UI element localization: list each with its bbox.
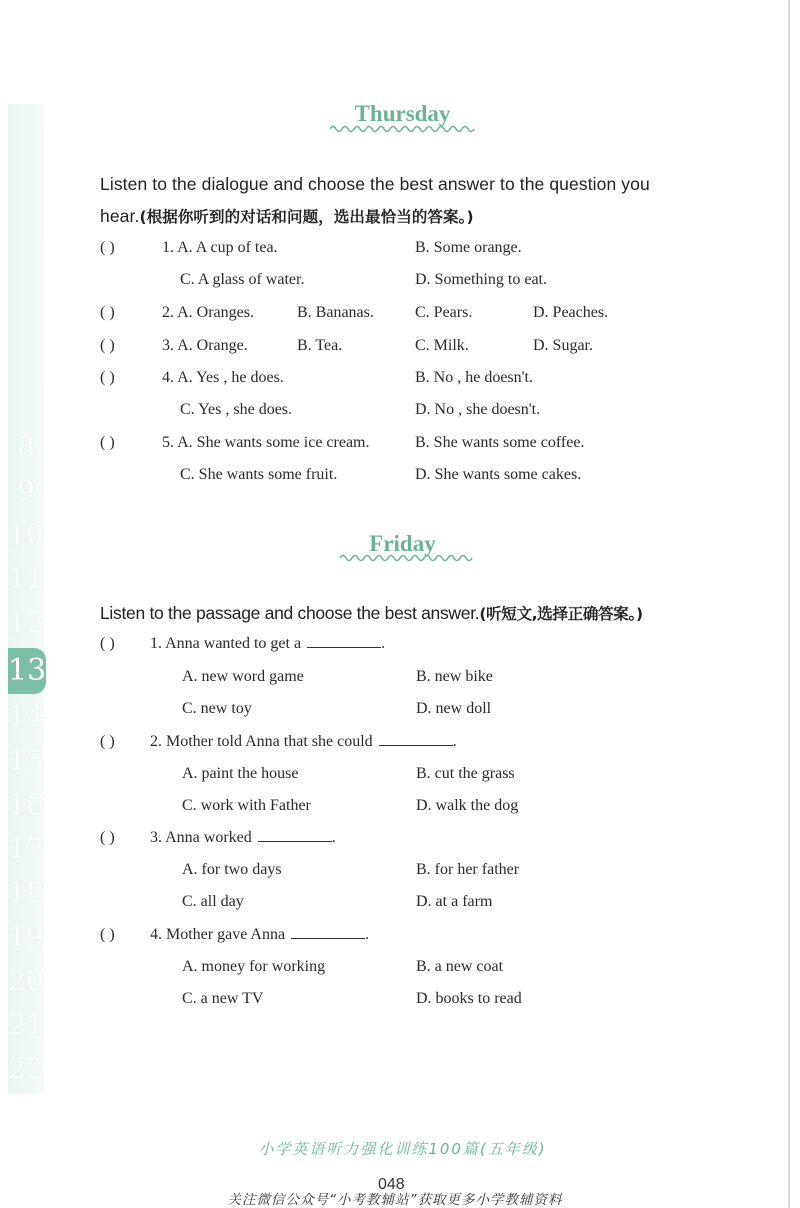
option-b: B. a new coat bbox=[416, 958, 504, 975]
fill-blank bbox=[291, 926, 365, 939]
option-a: 4. A. Yes , he does. bbox=[162, 369, 284, 386]
chapter-tab[interactable]: 9 bbox=[17, 474, 35, 507]
option-c: C. all day bbox=[182, 893, 244, 910]
instruction-line-1: Listen to the dialogue and choose the best answer to the question you bbox=[100, 174, 650, 194]
option-b: B. Bananas. bbox=[297, 304, 374, 321]
answer-bracket[interactable]: ( ) bbox=[100, 926, 115, 943]
option-c: C. a new TV bbox=[182, 990, 264, 1007]
option-c: C. new toy bbox=[182, 700, 252, 717]
chapter-tab[interactable]: 12 bbox=[8, 606, 44, 639]
question-stem bbox=[150, 829, 336, 847]
option-d: D. She wants some cakes. bbox=[415, 466, 582, 483]
chapter-tab[interactable]: 21 bbox=[8, 1008, 44, 1041]
section-title-friday: Friday bbox=[369, 531, 436, 556]
answer-bracket[interactable]: ( ) bbox=[100, 434, 115, 451]
stem-text: 4. Mother gave Anna bbox=[150, 926, 286, 943]
stem-text: 3. Anna worked bbox=[150, 829, 252, 846]
option-d: D. books to read bbox=[416, 990, 522, 1007]
chapter-tab[interactable]: 15 bbox=[8, 744, 44, 777]
fill-blank bbox=[379, 733, 453, 746]
option-c: C. She wants some fruit. bbox=[180, 466, 338, 483]
book-title: 小学英语听力强化训练100篇(五年级) bbox=[258, 1140, 547, 1158]
option-a: 3. A. Orange. bbox=[162, 337, 248, 354]
title-wave-underline bbox=[340, 553, 475, 563]
option-b: B. Tea. bbox=[297, 337, 343, 354]
option-c: C. Pears. bbox=[415, 304, 473, 321]
chapter-tab[interactable]: 10 bbox=[8, 518, 44, 551]
option-b: B. new bike bbox=[416, 668, 493, 685]
option-a: 1. A. A cup of tea. bbox=[162, 239, 278, 256]
stem-text: 2. Mother told Anna that she could bbox=[150, 733, 373, 750]
page-edge-line bbox=[788, 0, 790, 1208]
chapter-tab[interactable]: 22 bbox=[8, 1052, 44, 1085]
option-d: D. at a farm bbox=[416, 893, 493, 910]
option-b: B. Some orange. bbox=[415, 239, 522, 256]
instruction-en-tail: hear. bbox=[100, 206, 140, 226]
stem-end: . bbox=[331, 829, 336, 846]
question-stem bbox=[150, 733, 457, 751]
option-d: D. Sugar. bbox=[533, 337, 593, 354]
question-stem bbox=[150, 926, 369, 944]
watermark-notice: 关注微信公众号“小考教辅站”获取更多小学教辅资料 bbox=[227, 1192, 563, 1208]
option-d: D. Something to eat. bbox=[415, 271, 547, 288]
option-c: C. work with Father bbox=[182, 797, 311, 814]
page-number: 048 bbox=[378, 1176, 405, 1193]
chapter-tab[interactable]: 14 bbox=[8, 700, 44, 733]
chapter-tab[interactable]: 20 bbox=[8, 964, 44, 997]
option-b: B. She wants some coffee. bbox=[415, 434, 585, 451]
answer-bracket[interactable]: ( ) bbox=[100, 239, 115, 256]
fill-blank bbox=[307, 635, 381, 648]
answer-bracket[interactable]: ( ) bbox=[100, 635, 115, 652]
option-b: B. cut the grass bbox=[416, 765, 515, 782]
option-c: C. Yes , she does. bbox=[180, 401, 293, 418]
option-a: A. new word game bbox=[182, 668, 304, 685]
option-a: A. money for working bbox=[182, 958, 326, 975]
option-c: C. A glass of water. bbox=[180, 271, 305, 288]
chapter-tab[interactable]: 19 bbox=[8, 920, 44, 953]
option-a: A. paint the house bbox=[182, 765, 299, 782]
answer-bracket[interactable]: ( ) bbox=[100, 733, 115, 750]
fill-blank bbox=[258, 829, 332, 842]
question-stem bbox=[150, 635, 385, 653]
answer-bracket[interactable]: ( ) bbox=[100, 337, 115, 354]
instruction-cn: (根据你听到的对话和问题，选出最恰当的答案。) bbox=[139, 208, 474, 226]
stem-text: 1. Anna wanted to get a bbox=[150, 635, 302, 652]
stem-end: . bbox=[381, 635, 386, 652]
chapter-tab[interactable]: 18 bbox=[8, 876, 44, 909]
stem-end: . bbox=[452, 733, 457, 750]
answer-bracket[interactable]: ( ) bbox=[100, 829, 115, 846]
option-d: D. Peaches. bbox=[533, 304, 609, 321]
chapter-tab[interactable]: 16 bbox=[8, 788, 44, 821]
option-c: C. Milk. bbox=[415, 337, 469, 354]
instruction-line bbox=[100, 602, 643, 624]
option-b: B. No , he doesn't. bbox=[415, 369, 533, 386]
stem-end: . bbox=[365, 926, 370, 943]
chapter-tab[interactable]: 11 bbox=[8, 562, 44, 595]
chapter-tab[interactable]: 8 bbox=[17, 430, 35, 463]
section-title-thursday: Thursday bbox=[354, 101, 451, 126]
option-d: D. walk the dog bbox=[416, 797, 519, 814]
option-d: D. new doll bbox=[416, 700, 492, 717]
option-d: D. No , she doesn't. bbox=[415, 401, 541, 418]
answer-bracket[interactable]: ( ) bbox=[100, 304, 115, 321]
instruction-en: Listen to the passage and choose the best answer. bbox=[100, 603, 480, 623]
instruction-line-2 bbox=[100, 205, 474, 227]
option-b: B. for her father bbox=[416, 861, 520, 878]
option-a: A. for two days bbox=[182, 861, 282, 878]
option-a: 5. A. She wants some ice cream. bbox=[162, 434, 370, 451]
option-a: 2. A. Oranges. bbox=[162, 304, 254, 321]
title-wave-underline bbox=[330, 124, 475, 134]
answer-bracket[interactable]: ( ) bbox=[100, 369, 115, 386]
instruction-cn: (听短文,选择正确答案。) bbox=[479, 605, 643, 623]
chapter-tab[interactable]: 17 bbox=[8, 832, 44, 865]
chapter-tab-active[interactable]: 13 bbox=[8, 648, 46, 694]
